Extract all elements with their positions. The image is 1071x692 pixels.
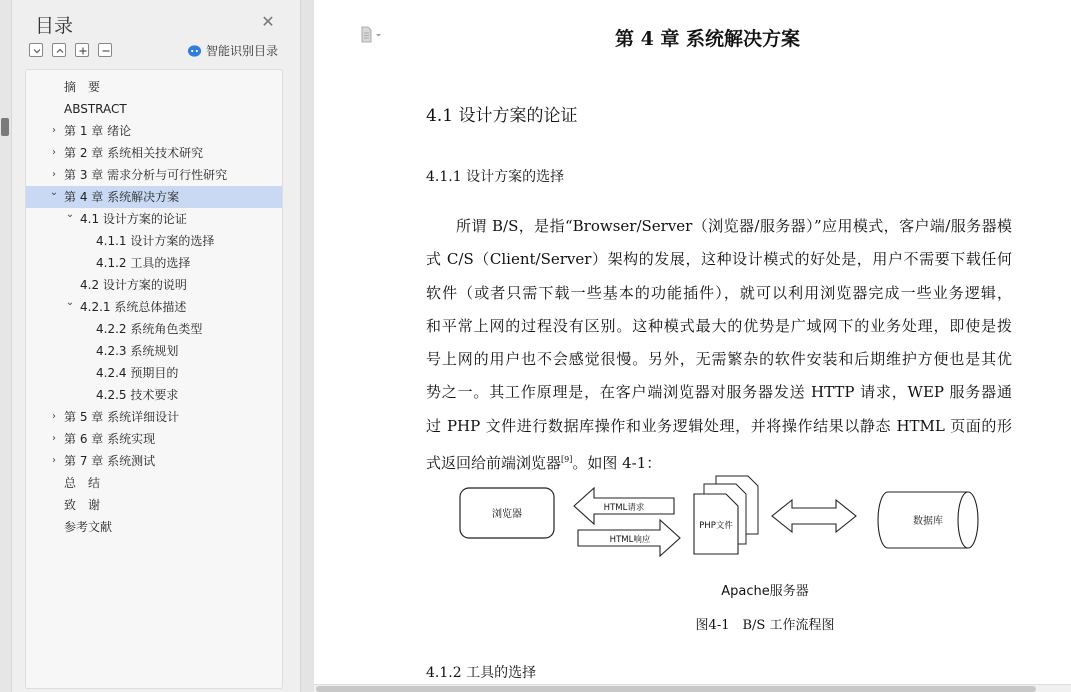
outline-item-label: 总 结 xyxy=(64,476,101,490)
para-line: 势之一。其工作原理是，在客户端浏览器对服务器发送 HTTP 请求，WEP 服务器通 xyxy=(426,383,1012,402)
section-title: 4.1 设计方案的论证 xyxy=(426,106,578,126)
chevron-right-icon[interactable]: › xyxy=(52,455,56,466)
left-gutter xyxy=(0,0,12,692)
browser-label: 浏览器 xyxy=(492,509,522,520)
chevron-right-icon[interactable]: › xyxy=(52,125,56,136)
citation: [9] xyxy=(561,455,573,465)
outline-item-label: 4.2.2 系统角色类型 xyxy=(96,322,203,336)
outline-item-label: 4.1 设计方案的论证 xyxy=(80,212,187,226)
outline-item[interactable] xyxy=(26,208,282,230)
outline-item[interactable] xyxy=(26,120,282,142)
collapse-all-button[interactable] xyxy=(29,43,43,57)
para-line: 和平常上网的过程没有区别。这种模式最大的优势是广域网下的业务处理，即使是拨 xyxy=(426,316,1012,335)
gutter-tab[interactable] xyxy=(1,118,9,136)
outline-item[interactable] xyxy=(26,142,282,164)
chevron-down-icon[interactable]: ⌄ xyxy=(49,187,59,198)
outline-item-label: ABSTRACT xyxy=(64,102,127,116)
outline-item-label: 致 谢 xyxy=(64,498,101,512)
outline-toolbar xyxy=(29,43,112,57)
para-line: 所谓 B/S，是指“Browser/Server（浏览器/服务器）”应用模式，客户端/服务器模 xyxy=(456,217,1012,235)
outline-item[interactable] xyxy=(26,98,282,120)
add-heading-button[interactable] xyxy=(75,43,89,57)
bs-flow-diagram xyxy=(454,470,984,565)
outline-item-label: 参考文献 xyxy=(64,520,113,534)
outline-item[interactable] xyxy=(26,186,282,208)
chevron-right-icon[interactable]: › xyxy=(52,411,56,422)
request-label: HTML请求 xyxy=(603,503,645,513)
php-label: PHP文件 xyxy=(699,521,733,531)
chevron-down-icon[interactable]: ⌄ xyxy=(65,209,75,220)
outline-item[interactable] xyxy=(26,164,282,186)
outline-item-label: 第 2 章 系统相关技术研究 xyxy=(64,146,204,160)
para-line: 号上网的用户也不会感觉很慢。另外，无需繁杂的软件安装和后期维护方便也是其优 xyxy=(426,350,1012,369)
outline-item[interactable] xyxy=(26,406,282,428)
smart-toc-label: 智能识别目录 xyxy=(206,44,279,58)
outline-item-label: 摘 要 xyxy=(64,80,101,94)
horizontal-scrollbar[interactable] xyxy=(314,684,1071,692)
chapter-title: 第 4 章 系统解决方案 xyxy=(614,28,801,50)
remove-heading-button[interactable] xyxy=(98,43,112,57)
para-last-tail: 。如图 4-1： xyxy=(572,454,662,473)
para-last-text: 式返回给前端浏览器 xyxy=(426,454,562,473)
outline-item[interactable] xyxy=(26,252,282,274)
outline-item[interactable] xyxy=(26,472,282,494)
chevron-right-icon[interactable]: › xyxy=(52,169,56,180)
outline-item[interactable] xyxy=(26,428,282,450)
outline-item-label: 4.2.1 系统总体描述 xyxy=(80,300,187,314)
close-icon[interactable]: ✕ xyxy=(261,12,275,31)
outline-item-label: 第 3 章 需求分析与可行性研究 xyxy=(64,168,228,182)
chevron-right-icon[interactable]: › xyxy=(52,147,56,158)
outline-item-label: 4.2 设计方案的说明 xyxy=(80,278,187,292)
expand-up-button[interactable] xyxy=(52,43,66,57)
outline-title: 目录 xyxy=(35,15,74,37)
outline-item[interactable] xyxy=(26,76,282,98)
outline-panel xyxy=(12,0,300,692)
outline-item-label: 4.2.5 技术要求 xyxy=(96,388,179,402)
outline-item-label: 4.1.2 工具的选择 xyxy=(96,256,191,270)
para-line: 软件（或者只需下载一些基本的功能插件），就可以利用浏览器完成一些业务逻辑， xyxy=(426,283,1012,302)
chevron-right-icon[interactable]: › xyxy=(52,433,56,444)
outline-item[interactable] xyxy=(26,274,282,296)
outline-item-label: 4.2.4 预期目的 xyxy=(96,366,179,380)
outline-item[interactable] xyxy=(26,318,282,340)
para-line: 过 PHP 文件进行数据库操作和业务逻辑处理，并将操作结果以静态 HTML 页面的形 xyxy=(426,416,1012,435)
figure-caption: 图4-1 B/S 工作流程图 xyxy=(695,618,835,633)
panel-divider[interactable] xyxy=(300,0,314,692)
document-page xyxy=(314,0,1071,692)
subsection-title: 4.1.1 设计方案的选择 xyxy=(426,169,565,185)
outline-item-label: 4.1.1 设计方案的选择 xyxy=(96,234,215,248)
outline-item-label: 第 7 章 系统测试 xyxy=(64,454,156,468)
server-caption: Apache服务器 xyxy=(721,584,809,599)
chevron-down-icon[interactable]: ⌄ xyxy=(65,297,75,308)
smart-toc-button[interactable] xyxy=(187,42,278,59)
outline-item[interactable] xyxy=(26,296,282,318)
outline-item[interactable] xyxy=(26,362,282,384)
outline-item[interactable] xyxy=(26,494,282,516)
ai-icon xyxy=(187,43,202,58)
outline-item[interactable] xyxy=(26,516,282,538)
outline-item-label: 第 4 章 系统解决方案 xyxy=(64,190,180,204)
outline-item-label: 第 5 章 系统详细设计 xyxy=(64,410,180,424)
outline-item[interactable] xyxy=(26,384,282,406)
scrollbar-thumb[interactable] xyxy=(316,686,1036,692)
outline-item[interactable] xyxy=(26,450,282,472)
body-paragraph xyxy=(426,210,1012,476)
outline-item-label: 第 6 章 系统实现 xyxy=(64,432,156,446)
outline-item[interactable] xyxy=(26,230,282,252)
next-subsection-title: 4.1.2 工具的选择 xyxy=(426,665,537,681)
database-label: 数据库 xyxy=(913,516,943,527)
outline-item[interactable] xyxy=(26,340,282,362)
outline-item-label: 第 1 章 绪论 xyxy=(64,124,132,138)
db-arrow xyxy=(772,500,856,532)
outline-tree xyxy=(25,69,283,689)
response-label: HTML响应 xyxy=(609,535,651,545)
para-line: 式 C/S（Client/Server）架构的发展，这种设计模式的好处是，用户不需要下载任何 xyxy=(426,250,1012,269)
outline-item-label: 4.2.3 系统规划 xyxy=(96,344,179,358)
